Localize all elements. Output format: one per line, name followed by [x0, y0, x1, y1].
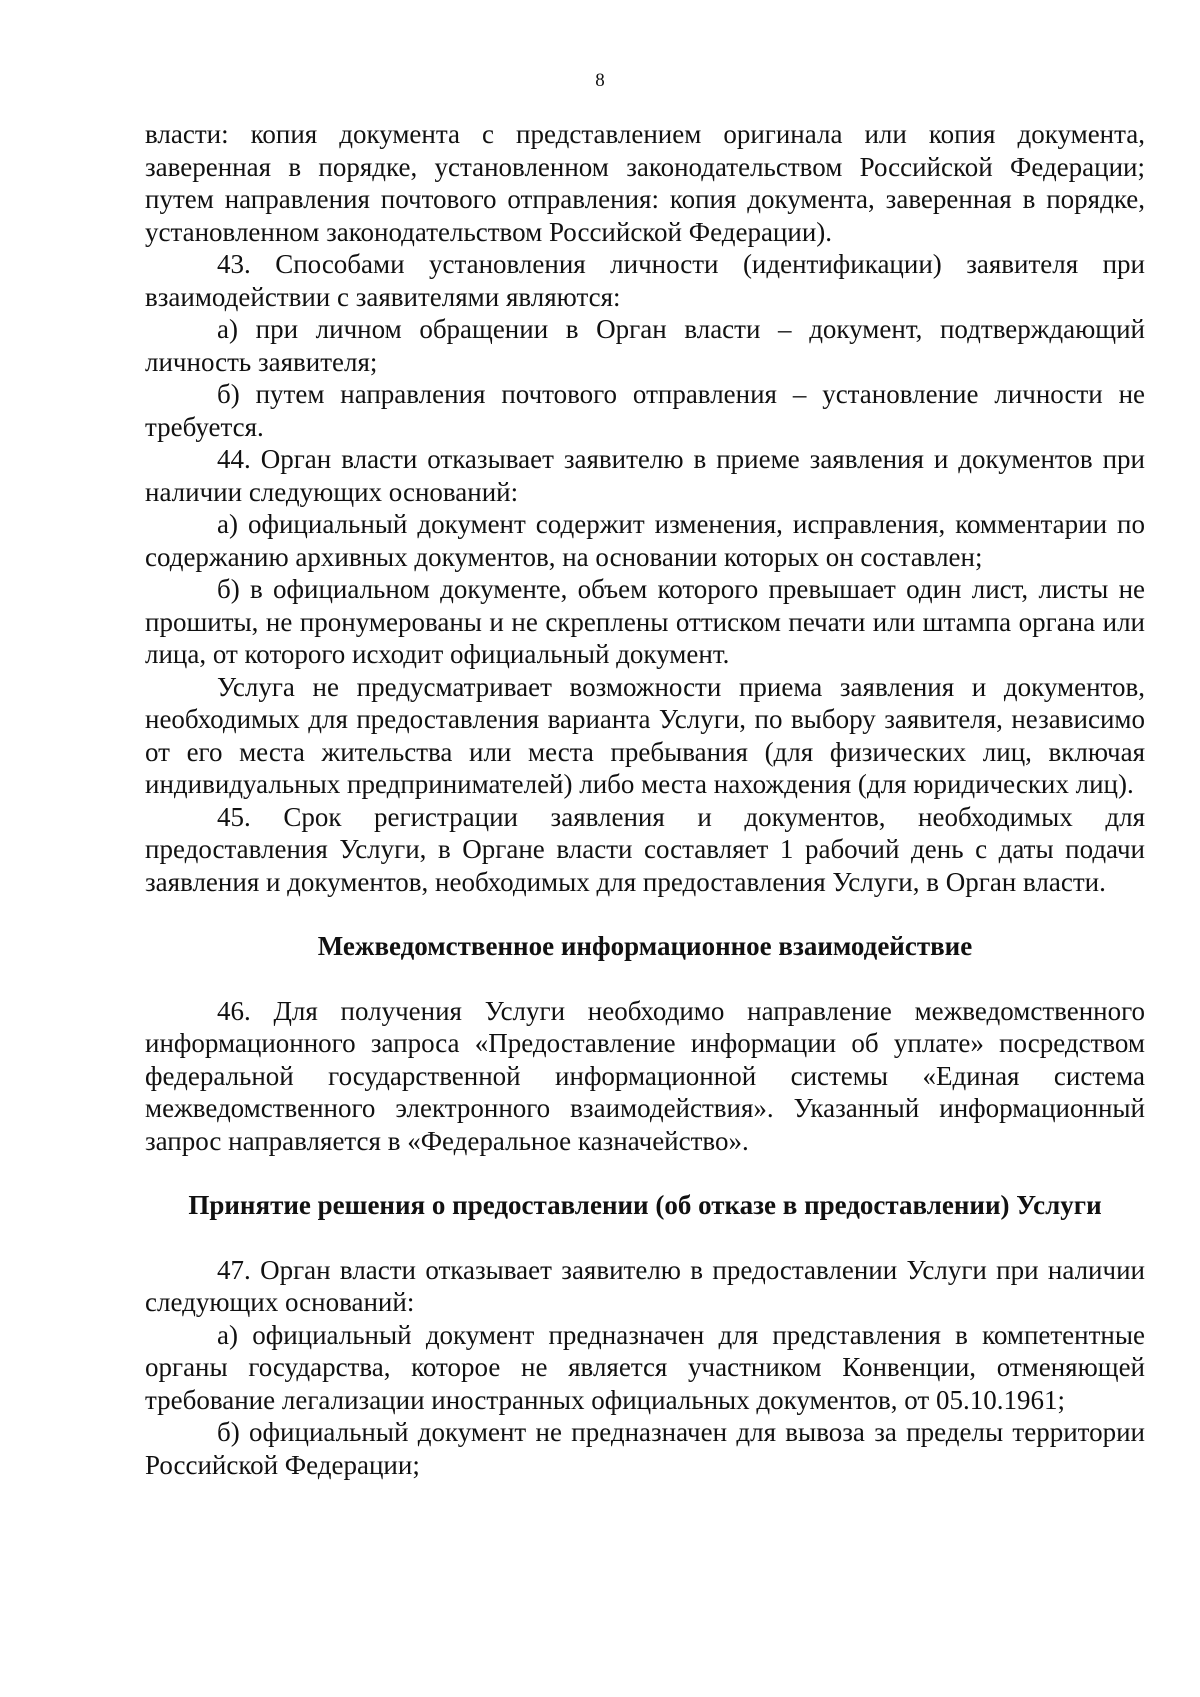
paragraph-item-46: 46. Для получения Услуги необходимо направление межведомственного информационного запроса «Предоставление информации об уплате» посредством федеральной государственной информационной системы «Единая система межведомственного электронного взаимодействия». Указанный информационный запрос направляется в «Федеральное казначейство». [145, 995, 1145, 1156]
section-heading-interagency: Межведомственное информационное взаимодействие [317, 931, 973, 961]
paragraph: власти: копия документа с представлением оригинала или копия документа, заверенная в порядке, установленном законодательством Российской Федерации; путем направления почтового отправления: копия документа, заверенная в порядке, установленном законодательством Российской Федерации). [145, 119, 1145, 247]
page-number: 8 [595, 70, 605, 91]
paragraph-subitem-b: б) путем направления почтового отправления – установление личности не требуется. [145, 379, 1145, 442]
section-heading-decision: Принятие решения о предоставлении (об отказе в предоставлении) Услуги [188, 1190, 1102, 1220]
paragraph-subitem-b: б) официальный документ не предназначен для вывоза за пределы территории Российской Федерации; [145, 1417, 1145, 1480]
paragraph-item-44: 44. Орган власти отказывает заявителю в приеме заявления и документов при наличии следующих оснований: [145, 444, 1145, 507]
section-intake-rules [145, 118, 1145, 898]
paragraph-item-45: 45. Срок регистрации заявления и документов, необходимых для предоставления Услуги, в Органе власти составляет 1 рабочий день с даты подачи заявления и документов, необходимых для предоставления Услуги, в Орган власти. [145, 801, 1145, 897]
paragraph-item-43: 43. Способами установления личности (идентификации) заявителя при взаимодействии с заявителями являются: [145, 249, 1145, 312]
paragraph-service-note: Услуга не предусматривает возможности приема заявления и документов, необходимых для предоставления варианта Услуги, по выбору заявителя, независимо от его места жительства или места пребывания (для физических лиц, включая индивидуальных предпринимателей) либо места нахождения (для юридических лиц). [145, 671, 1145, 799]
paragraph-subitem-a: а) официальный документ содержит изменения, исправления, комментарии по содержанию архивных документов, на основании которых он составлен; [145, 509, 1145, 572]
section-decision [145, 1254, 1145, 1482]
paragraph-subitem-a: а) при личном обращении в Орган власти – документ, подтверждающий личность заявителя; [145, 314, 1145, 377]
paragraph-subitem-b: б) в официальном документе, объем которого превышает один лист, листы не прошиты, не пронумерованы и не скреплены оттиском печати или штампа органа или лица, от которого исходит официальный документ. [145, 574, 1145, 669]
paragraph-subitem-a: а) официальный документ предназначен для представления в компетентные органы государства, которое не является участником Конвенции, отменяющей требование легализации иностранных официальных документов, от 05.10.1961; [145, 1319, 1145, 1415]
section-interagency [145, 995, 1145, 1158]
paragraph-item-47: 47. Орган власти отказывает заявителю в предоставлении Услуги при наличии следующих оснований: [145, 1254, 1145, 1317]
document-body [145, 118, 1145, 1481]
